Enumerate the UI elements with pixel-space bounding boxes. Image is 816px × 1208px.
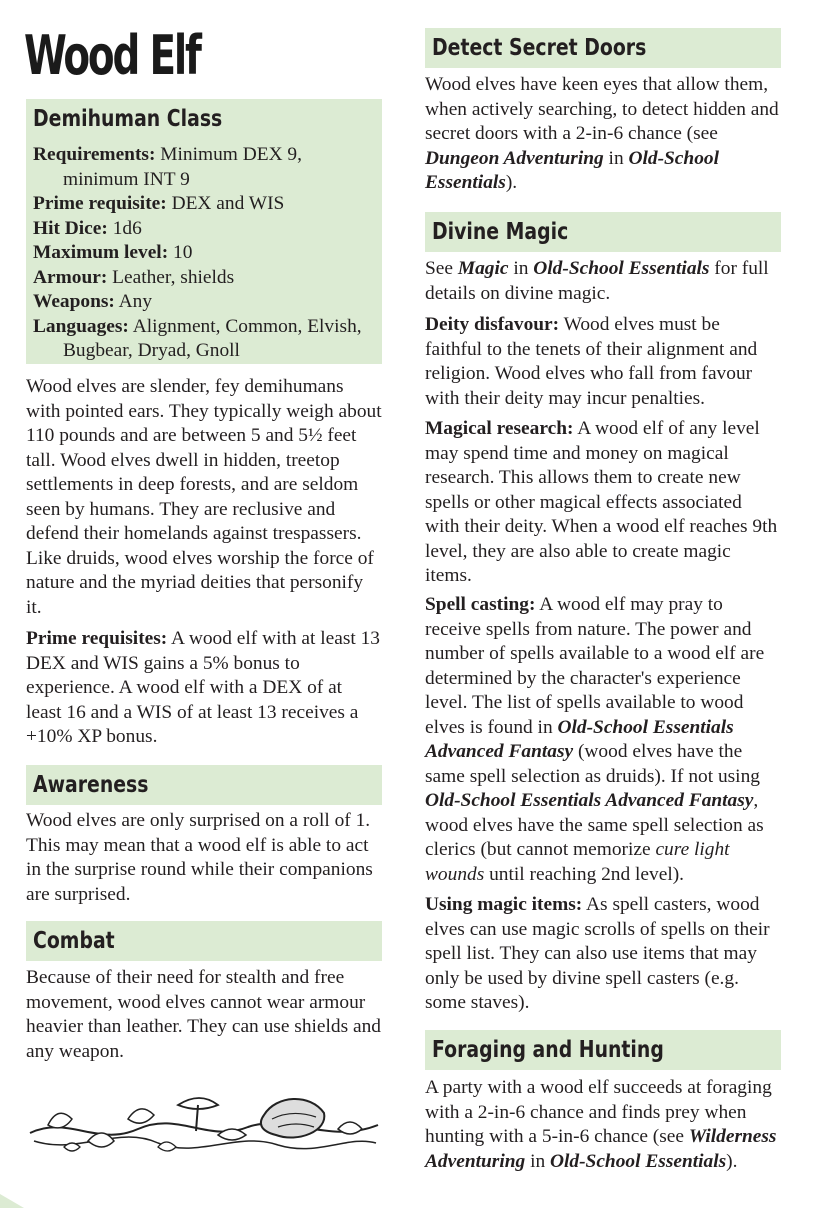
stat-languages: Languages: Alignment, Common, Elvish, Bugbear, Dryad, Gnoll [33,315,362,361]
vine-mushroom-illustration-icon [28,1085,380,1165]
foraging-hunting-heading: Foraging and Hunting [425,1030,781,1070]
stat-maximum-level: Maximum level: 10 [33,242,193,263]
stat-requirements: Requirements: Minimum DEX 9, minimum INT 9 [33,144,302,190]
stat-weapons: Weapons: Any [33,291,153,312]
detect-secret-doors-paragraph: Wood elves have keen eyes that allow them, when actively searching, to detect hidden and secret doors with a 2-in-6 chance (see Dungeon Adventuring in Old-School Essentials). [425,74,779,193]
page-title: Wood Elf [24,24,200,87]
deity-disfavour-paragraph: Deity disfavour: Wood elves must be faithful to the tenets of their alignment and religion. Wood elves who fall from favour with their deity may incur penalties. [425,314,758,409]
stat-armour: Armour: Leather, shields [33,266,235,288]
divine-magic-heading: Divine Magic [425,212,781,252]
stat-prime-requisite: Prime requisite: DEX and WIS [33,193,285,214]
stat-hit-dice: Hit Dice: 1d6 [33,217,142,239]
class-box-heading: Demihuman Class [33,106,223,132]
class-stat-list [33,143,375,364]
divine-magic-intro: See Magic in Old-School Essentials for full details on divine magic. [425,258,769,304]
awareness-paragraph: Wood elves are only surprised on a roll of 1. This may mean that a wood elf is able to act in the surprise round while their companions are surprised. [26,810,373,905]
intro-paragraph: Wood elves are slender, fey demihumans with pointed ears. They typically weigh about 110 pounds and are between 5 and 5½ feet tall. Wood elves dwell in hidden, treetop settlements in deep forests, and are seldom seen by humans. They are reclusive and defend their homelands against trespassers. Like druids, wood elves worship the force of nature and the myriad deities that personify it. [26,376,382,618]
detect-secret-doors-heading: Detect Secret Doors [425,28,781,68]
combat-paragraph: Because of their need for stealth and free movement, wood elves cannot wear armour heavier than leather. They can use shields and any weapon. [26,967,382,1062]
spell-casting-paragraph: Spell casting: A wood elf may pray to receive spells from nature. The power and number of spells available to a wood elf are determined by the character's experience level. The list of spells available to wood elves is found in Old-School Essentials Advanced Fantasy (wood elves have the same spell selection as druids). If not using Old-School Essentials Advanced Fantasy, wood elves have the same spell selection as clerics (but cannot memorize cure light wounds until reaching 2nd level). [425,594,765,885]
foraging-hunting-paragraph: A party with a wood elf succeeds at foraging with a 2-in-6 chance and finds prey when hunting with a 5-in-6 chance (see Wilderness Adventuring in Old-School Essentials). [425,1077,777,1172]
using-magic-items-paragraph: Using magic items: As spell casters, wood elves can use magic scrolls of spells on their spell list. They can also use items that may only be used by divine spell casters (e.g. some staves). [425,894,770,1013]
prime-requisites-paragraph: Prime requisites: A wood elf with at least 13 DEX and WIS gains a 5% bonus to experience. A wood elf with a DEX of at least 16 and a WIS of at least 13 receives a +10% XP bonus. [26,628,380,747]
magical-research-paragraph: Magical research: A wood elf of any level may spend time and money on magical research. This allows them to create new spells or other magical effects associated with their deity. When a wood elf reaches 9th level, they are also able to create magic items. [425,418,778,586]
page-corner-tab [0,1194,24,1208]
combat-heading: Combat [26,921,382,961]
awareness-heading: Awareness [26,765,382,805]
class-stat-box [26,99,382,364]
